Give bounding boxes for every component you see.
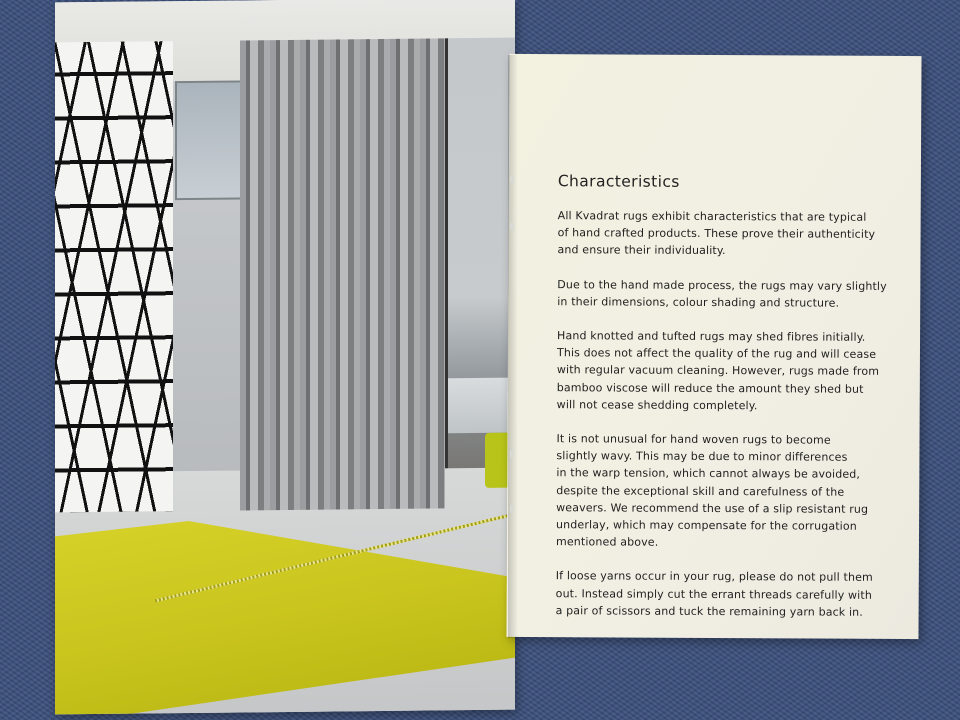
- interior-photo: [55, 0, 515, 714]
- photo-page: [55, 0, 515, 714]
- patterned-curtain: [55, 41, 173, 512]
- text-page: [506, 54, 921, 639]
- paragraph-1: All Kvadrat rugs exhibit characteristics that are typical of hand crafted products. These prove their authenticity and ensure their individuality.: [557, 209, 876, 258]
- stitch: [510, 505, 514, 513]
- sea-view: [448, 378, 515, 434]
- page-gutter: [508, 55, 518, 638]
- paragraph-2: Due to the hand made process, the rugs may vary slightly in their dimensions, colour shading and structure.: [557, 277, 887, 310]
- paragraph-4: It is not unusual for hand woven rugs to become slightly wavy. This may be due to minor differences in the warp tension, which cannot always be avoided, despite the exceptional skill and carefulness of the weavers. We recommend the use of a slip resistant rug underlay, which may compensate for the corrugation mentioned above.: [555, 432, 869, 549]
- stitch: [510, 450, 514, 458]
- paragraph-5: If loose yarns occur in your rug, please do not pull them out. Instead simply cut the errant threads carefully with a pair of scissors and tuck the remaining yarn back in.: [555, 569, 873, 619]
- text-content: [555, 172, 907, 638]
- grey-curtain: [240, 38, 445, 510]
- stitch: [510, 222, 514, 230]
- stitch: [510, 175, 514, 183]
- paragraph-3: Hand knotted and tufted rugs may shed fibres initially. This does not affect the quality of the rug and will cease with regular vacuum cleaning. However, rugs made from bamboo viscose will reduce the amount they shed but will not cease shedding completely.: [556, 329, 880, 413]
- page-heading: Characteristics: [557, 172, 680, 191]
